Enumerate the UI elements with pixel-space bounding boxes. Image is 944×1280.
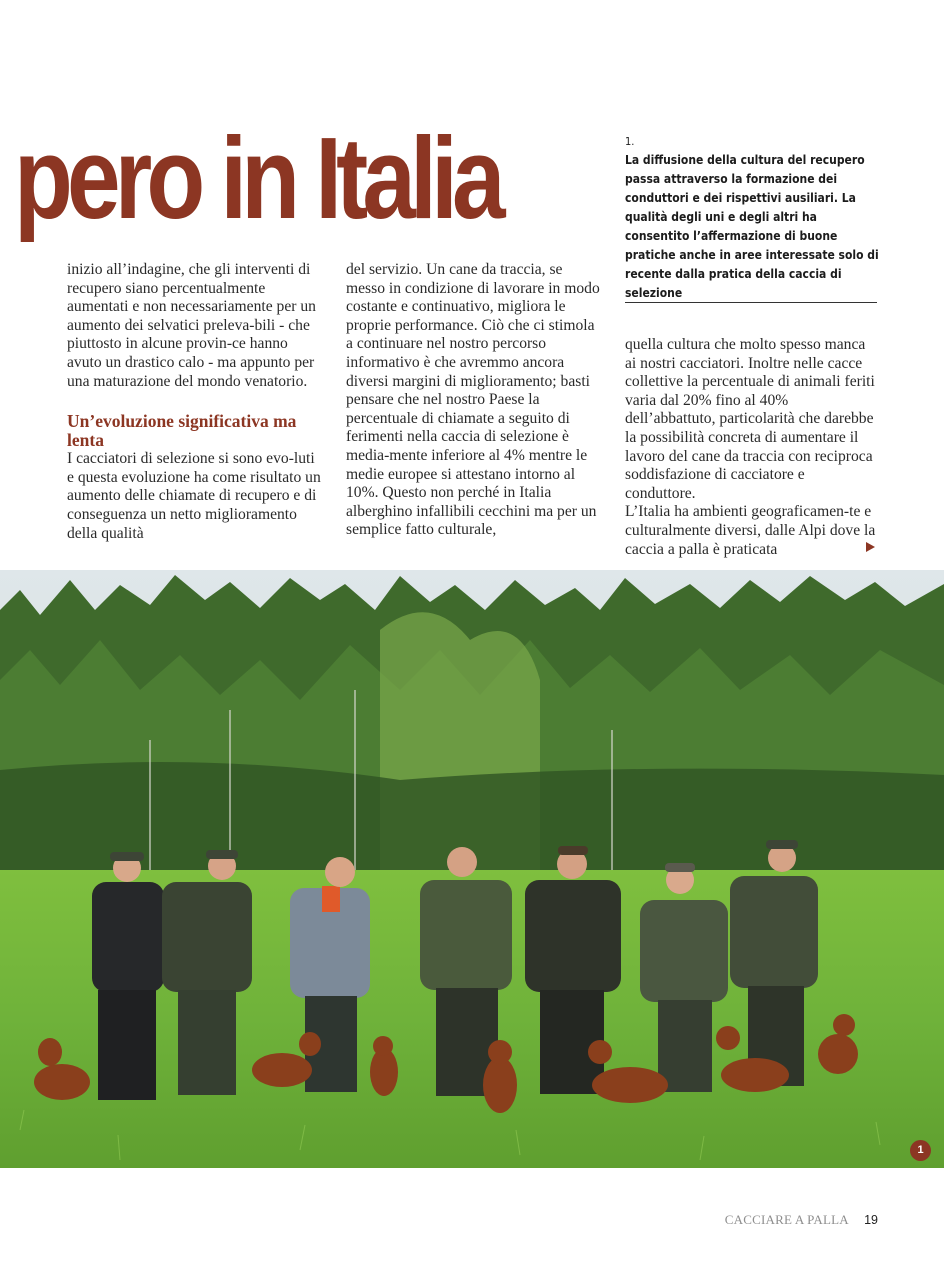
page-footer bbox=[725, 1212, 878, 1228]
column-2-paragraph-1: del servizio. Un cane da traccia, se messo in condizione di lavorare in modo costante e continuativo, migliora le proprie performance. Ciò che ci stimola a continuare nel nostro percorso informativo è che avremmo ancora diversi margini di miglioramento; basti pensare che nel nostro Paese la percentuale di chiamate a seguito di ferimenti nella caccia di selezione è media-mente inferiore al 4% mentre le medie europee si attestano intorno al 10%. Questo non perché in Italia alberghino infallibili cecchini ma per un semplice fatto culturale, bbox=[346, 261, 600, 539]
photo-number-badge: 1 bbox=[910, 1140, 931, 1161]
article-column-1 bbox=[67, 261, 325, 543]
column-3-paragraph-1: quella cultura che molto spesso manca ai nostri cacciatori. Inoltre nelle cacce collettive la percentuale di animali feriti varia dal 20% fino al 40% dell’abbattuto, particolarità che darebbe la possibilità concreta di aumentare il lavoro del cane da traccia con reciproca soddisfazione di cacciatore e conduttore. bbox=[625, 336, 875, 502]
page-number: 19 bbox=[864, 1213, 878, 1227]
article-headline: pero in Italia bbox=[14, 113, 500, 243]
column-1-paragraph-2: I cacciatori di selezione si sono evo-luti e questa evoluzione ha come risultato un aumento delle chiamate di recupero e di conseguenza un netto miglioramento della qualità bbox=[67, 450, 321, 542]
column-1-paragraph-1: inizio all’indagine, che gli interventi di recupero siano percentualmente aumentati e non necessariamente per un aumento dei selvatici preleva-bili - che piuttosto in alcune provin-ce hanno avuto un drastico calo - ma appunto per una maturazione del mondo venatorio. bbox=[67, 261, 316, 390]
caption-text: La diffusione della cultura del recupero passa attraverso la formazione dei conduttori e dei rispettivi ausiliari. La qualità degli uni e degli altri ha consentito l’affermazione di buone pratiche anche in aree interessate solo di recente dalla pratica della caccia di selezione bbox=[625, 153, 879, 300]
article-column-2 bbox=[346, 261, 600, 540]
column-3-paragraph-2: L’Italia ha ambienti geograficamen-te e culturalmente diversi, dalle Alpi dove la caccia a palla è praticata bbox=[625, 503, 876, 558]
caption-divider bbox=[625, 302, 877, 303]
continue-arrow-icon bbox=[866, 542, 875, 552]
caption-number: 1. bbox=[625, 135, 635, 148]
article-column-3 bbox=[625, 336, 879, 559]
photo-caption bbox=[625, 132, 885, 303]
magazine-name: CACCIARE A PALLA bbox=[724, 1212, 849, 1227]
group-photo bbox=[0, 570, 944, 1168]
section-subheading: Un’evoluzione significativa ma lenta bbox=[67, 411, 297, 451]
